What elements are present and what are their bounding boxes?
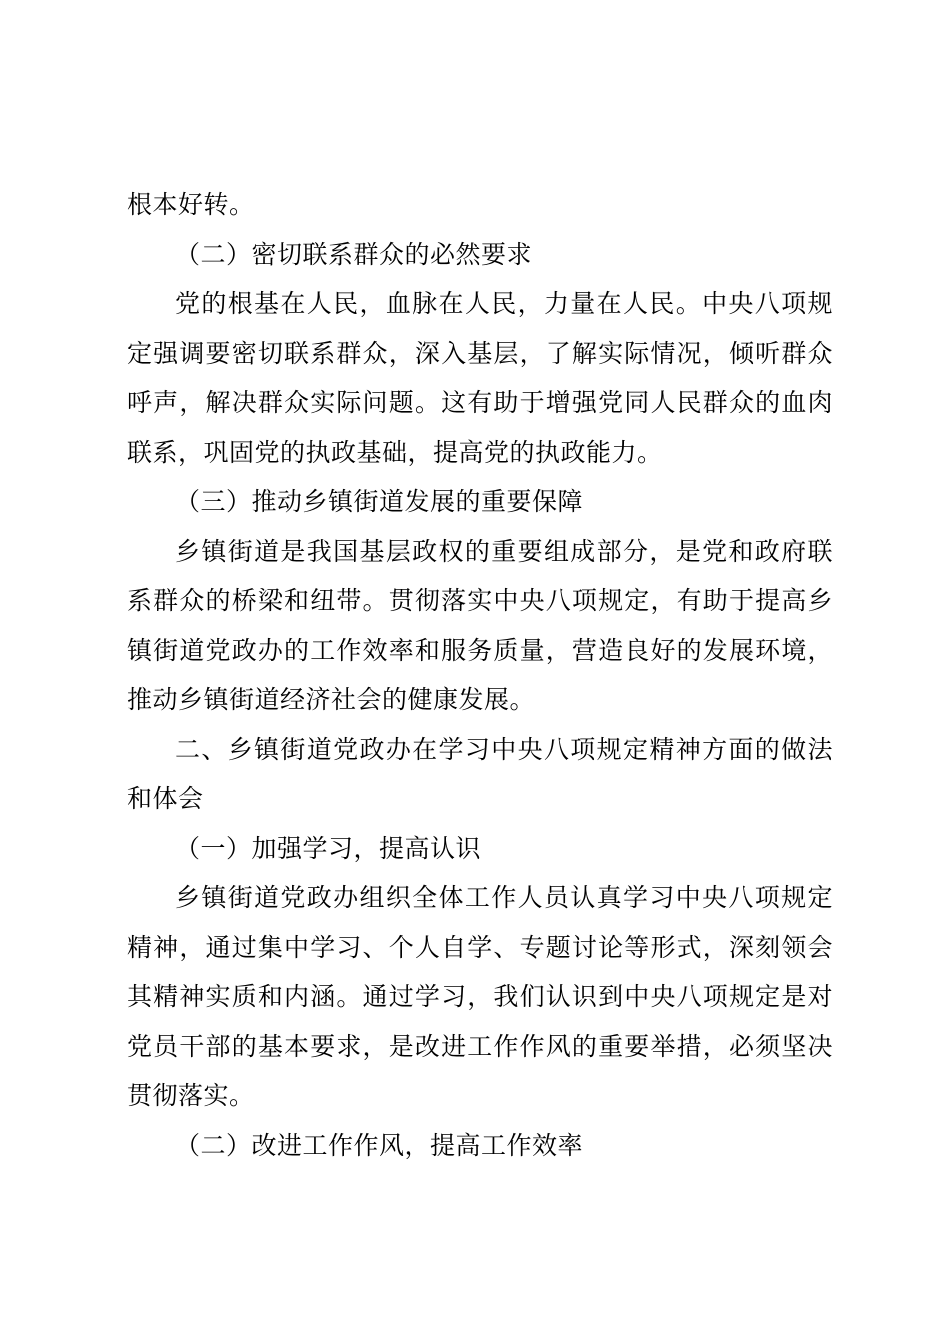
paragraph-line: 党的根基在人民，血脉在人民，力量在人民。中央八项规 — [175, 289, 833, 318]
text-line-continuation: 根本好转。 — [127, 190, 255, 219]
paragraph-line: 推动乡镇街道经济社会的健康发展。 — [127, 685, 536, 714]
section-heading: （二）密切联系群众的必然要求 — [175, 239, 533, 269]
paragraph-line: 精神，通过集中学习、个人自学、专题讨论等形式，深刻领会 — [127, 932, 833, 962]
paragraph-line: 联系，巩固党的执政基础，提高党的执政能力。 — [127, 437, 663, 467]
paragraph-line: 系群众的桥梁和纽带。贯彻落实中央八项规定，有助于提高乡 — [127, 586, 833, 615]
paragraph-line: 党员干部的基本要求，是改进工作作风的重要举措，必须坚决 — [127, 1031, 833, 1061]
document-body — [127, 180, 833, 1170]
paragraph-line: 定强调要密切联系群众，深入基层，了解实际情况，倾听群众 — [127, 338, 833, 368]
paragraph-line: 乡镇街道党政办组织全体工作人员认真学习中央八项规定 — [175, 883, 833, 912]
paragraph-line: 乡镇街道是我国基层政权的重要组成部分，是党和政府联 — [175, 536, 833, 566]
paragraph-line: 其精神实质和内涵。通过学习，我们认识到中央八项规定是对 — [127, 982, 833, 1011]
paragraph-line: 呼声，解决群众实际问题。这有助于增强党同人民群众的血肉 — [127, 388, 833, 417]
chapter-heading: 二、乡镇街道党政办在学习中央八项规定精神方面的做法 — [175, 734, 833, 764]
paragraph-line: 镇街道党政办的工作效率和服务质量，营造良好的发展环境， — [127, 635, 833, 665]
section-heading: （一）加强学习，提高认识 — [175, 833, 482, 863]
chapter-heading-continuation: 和体会 — [127, 784, 204, 813]
section-heading: （二）改进工作作风，提高工作效率 — [175, 1130, 584, 1160]
section-heading: （三）推动乡镇街道发展的重要保障 — [175, 487, 584, 516]
paragraph-line: 贯彻落实。 — [127, 1081, 255, 1110]
